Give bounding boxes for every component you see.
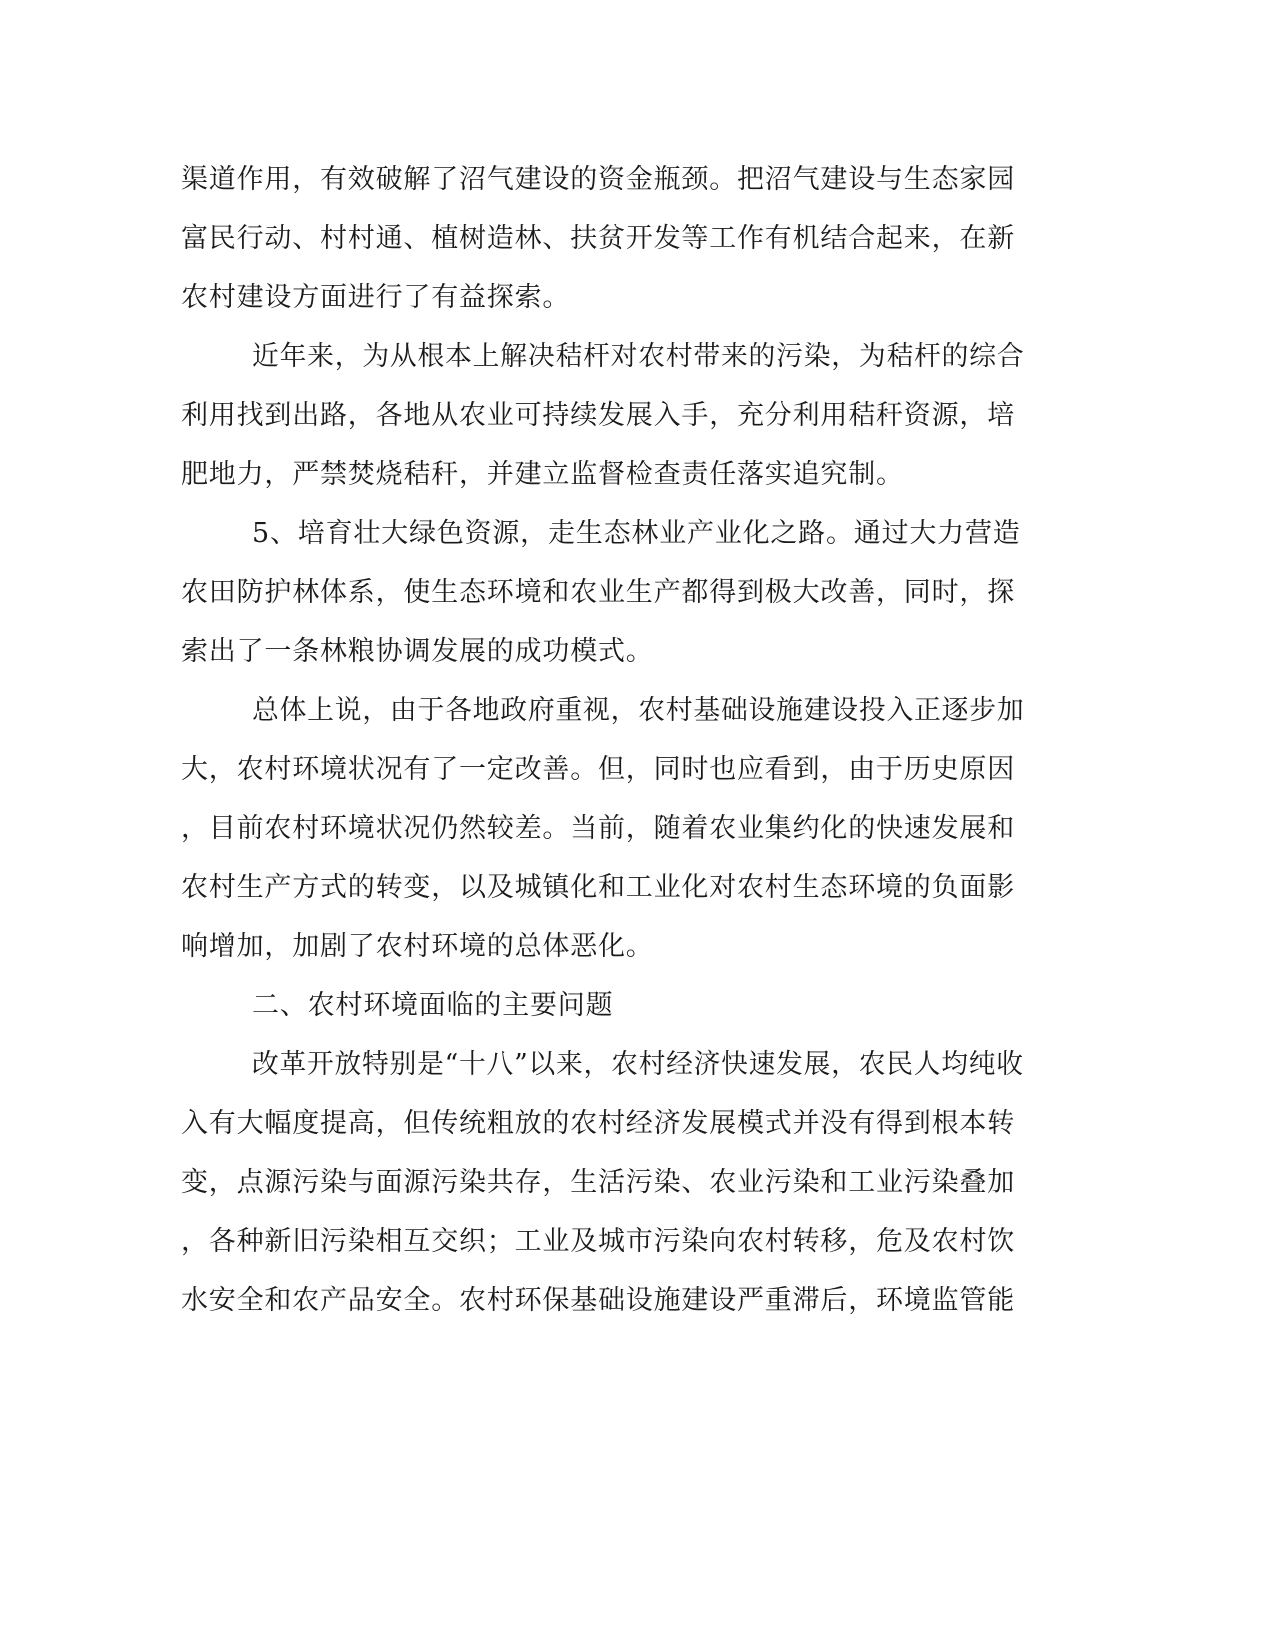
text-line: 入有大幅度提高，但传统粗放的农村经济发展模式并没有得到根本转 (181, 1108, 1015, 1139)
text-line: 利用找到出路，各地从农业可持续发展入手，充分利用秸秆资源，培 (181, 400, 1015, 431)
text-line: 总体上说，由于各地政府重视，农村基础设施建设投入正逐步加 (252, 695, 1025, 726)
text-line: 农村建设方面进行了有益探索。 (181, 282, 571, 313)
text-line: 变，点源污染与面源污染共存，生活污染、农业污染和工业污染叠加 (181, 1167, 1015, 1198)
text-line: 农村生产方式的转变，以及城镇化和工业化对农村生态环境的负面影 (181, 872, 1015, 903)
text-line: 改革开放特别是“十八”以来，农村经济快速发展，农民人均纯收 (252, 1049, 1024, 1080)
text-line: ，目前农村环境状况仍然较差。当前，随着农业集约化的快速发展和 (181, 813, 1015, 844)
text-line: 索出了一条林粮协调发展的成功模式。 (181, 636, 654, 667)
text-line: 响增加，加剧了农村环境的总体恶化。 (181, 931, 654, 962)
text-line: 渠道作用，有效破解了沼气建设的资金瓶颈。把沼气建设与生态家园 (181, 164, 1015, 195)
text-line: 水安全和农产品安全。农村环保基础设施建设严重滞后，环境监管能 (181, 1285, 1015, 1316)
text-line: ，各种新旧污染相互交织；工业及城市污染向农村转移，危及农村饮 (181, 1226, 1015, 1257)
text-line: 5、培育壮大绿色资源，走生态林业产业化之路。通过大力营造 (252, 518, 1021, 549)
text-line: 富民行动、村村通、植树造林、扶贫开发等工作有机结合起来，在新 (181, 223, 1015, 254)
text-line: 肥地力，严禁焚烧秸秆，并建立监督检查责任落实追究制。 (181, 459, 904, 490)
text-line: 农田防护林体系，使生态环境和农业生产都得到极大改善，同时，探 (181, 577, 1015, 608)
text-line: 近年来，为从根本上解决秸杆对农村带来的污染，为秸杆的综合 (252, 341, 1025, 372)
section-heading: 二、农村环境面临的主要问题 (252, 990, 614, 1021)
text-line: 大，农村环境状况有了一定改善。但，同时也应看到，由于历史原因 (181, 754, 1015, 785)
